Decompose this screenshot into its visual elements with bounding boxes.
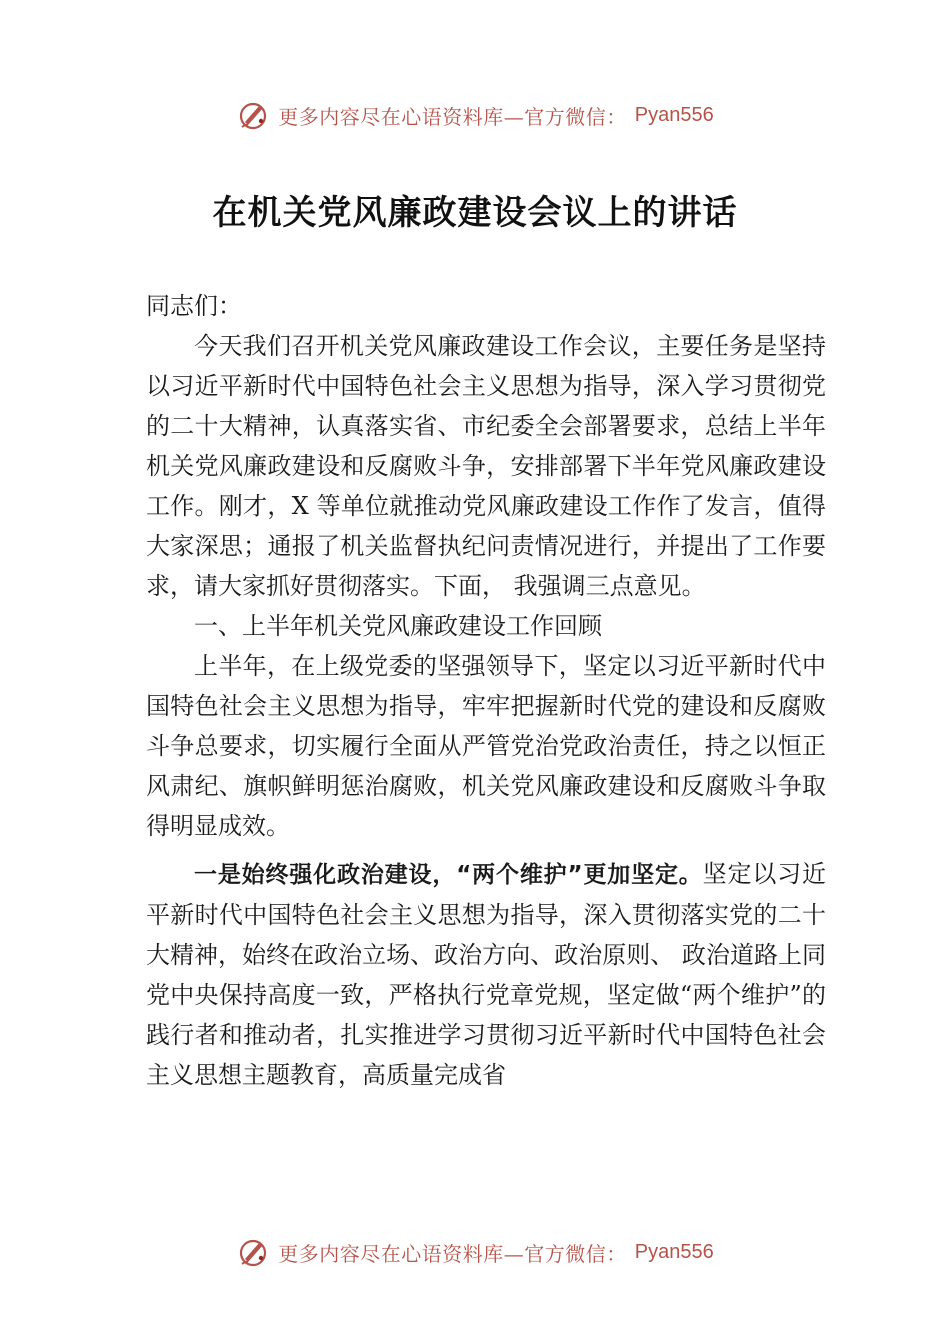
paragraph-point-one bbox=[146, 854, 826, 1095]
banner-wechat-id: Pyan556 bbox=[634, 1240, 714, 1263]
paragraph-intro: 今天我们召开机关党风廉政建设工作会议，主要任务是坚持以习近平新时代中国特色社会主义思想为指导，深入学习贯彻党的二十大精神，认真落实省、市纪委全会部署要求，总结上半年机关党风廉政建设和反腐败斗争，安排部署下半年党风廉政建设工作。刚才，X 等单位就推动党风廉政建设工作作了发言，值得大家深思；通报了机关监督执纪问责情况进行，并提出了工作要求，请大家抓好贯彻落实。下面， 我强调三点意见。 bbox=[146, 332, 826, 600]
stylized-pen-logo-icon bbox=[236, 1235, 270, 1269]
stylized-pen-logo-icon bbox=[236, 98, 270, 132]
banner-text: 更多内容尽在心语资料库—官方微信： bbox=[278, 1241, 627, 1266]
section-heading: 一、上半年机关党风廉政建设工作回顾 bbox=[194, 612, 602, 640]
point-one-text: 坚定以习近平新时代中国特色社会主义思想为指导，深入贯彻落实党的二十大精神，始终在政治立场、政治方向、政治原则、 政治道路上同党中央保持高度一致，严格执行党章党规，坚定做“两个维护”的践行者和推动者，扎实推进学习贯彻习近平新时代中国特色社会主义思想主题教育，高质量完成省 bbox=[146, 860, 827, 1089]
footer-banner bbox=[0, 1232, 950, 1272]
banner-text: 更多内容尽在心语资料库—官方微信： bbox=[278, 104, 627, 129]
salutation: 同志们： bbox=[146, 292, 242, 320]
document-body bbox=[146, 286, 826, 1095]
point-one-lead: 一是始终强化政治建设，“两个维护”更加坚定。 bbox=[194, 862, 703, 888]
header-banner bbox=[0, 95, 950, 135]
paragraph-review: 上半年，在上级党委的坚强领导下，坚定以习近平新时代中国特色社会主义思想为指导，牢牢把握新时代党的建设和反腐败斗争总要求，切实履行全面从严管党治党政治责任，持之以恒正风肃纪、旗帜鲜明惩治腐败，机关党风廉政建设和反腐败斗争取得明显成效。 bbox=[146, 652, 826, 840]
document-title: 在机关党风廉政建设会议上的讲话 bbox=[212, 193, 738, 233]
banner-wechat-id: Pyan556 bbox=[634, 103, 714, 126]
